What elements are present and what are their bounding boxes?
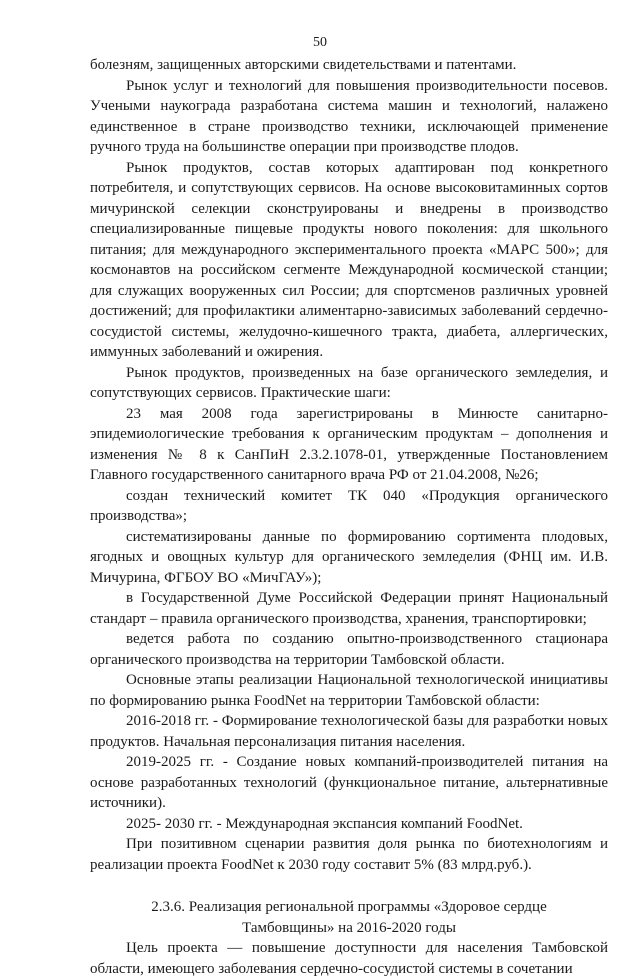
page-number: 50 — [313, 35, 327, 50]
list-item: ведется работа по созданию опытно-производственного стационара органического производства на территории Тамбовской области. — [90, 631, 608, 668]
list-item: систематизированы данные по формированию сортимента плодовых, ягодных и овощных культур для органического земледелия (ФНЦ им. И.В. Мичурина, ФГБОУ ВО «МичГАУ»); — [90, 528, 608, 586]
paragraph: Основные этапы реализации Национальной технологической инициативы по формированию рынка FoodNet на территории Тамбовской области: — [90, 672, 608, 709]
list-item: в Государственной Думе Российской Федерации принят Национальный стандарт – правила органического производства, хранения, транспортировки; — [90, 590, 608, 627]
paragraph: болезням, защищенных авторскими свидетельствами и патентами. — [90, 57, 517, 73]
paragraph: Рынок продуктов, состав которых адаптирован под конкретного потребителя, и сопутствующих сервисов. На основе высоковитаминных сортов мичуринской селекции сконструированы и внедрены в производство специализированные пищевые продукты нового поколения: для школьного питания; для международного экспериментального проекта «МАРС 500»; для космонавтов на российском сегменте Международной космической станции; для служащих вооруженных сил России; для спортсменов различных уровней достижений; для профилактики алиментарно-зависимых заболеваний сердечно-сосудистой системы, желудочно-кишечного тракта, диабета, аллергических, иммунных заболеваний и ожирения. — [90, 159, 608, 360]
stage-item: 2016-2018 гг. - Формирование технологической базы для разработки новых продуктов. Начальная персонализация питания населения. — [90, 713, 608, 750]
section-heading: 2.3.6. Реализация региональной программы «Здоровое сердце Тамбовщины» на 2016-2020 годы — [151, 899, 547, 936]
paragraph: Рынок услуг и технологий для повышения производительности посевов. Учеными наукограда разработана система машин и технологий, налажено единственное в стране производство техники, исключающей применение ручного труда на большинстве операции при производстве плодов. — [90, 77, 608, 155]
paragraph: Рынок продуктов, произведенных на базе органического земледелия, и сопутствующих сервисов. Практические шаги: — [90, 364, 608, 401]
stage-item: 2019-2025 гг. - Создание новых компаний-производителей питания на основе разработанных технологий (функциональное питание, альтернативные источники). — [90, 754, 608, 811]
paragraph: При позитивном сценарии развития доля рынка по биотехнологиям и реализации проекта FoodNet к 2030 году составит 5% (83 млрд.руб.). — [90, 836, 608, 873]
page-body — [90, 55, 608, 979]
paragraph: Цель проекта — повышение доступности для населения Тамбовской области, имеющего заболевания сердечно-сосудистой системы в сочетании — [90, 940, 608, 977]
list-item: 23 мая 2008 года зарегистрированы в Минюсте санитарно-эпидемиологические требования к органическим продуктам – дополнения и изменения № 8 к СанПиН 2.3.2.1078-01, утвержденные Постановлением Главного государственного санитарного врача РФ от 21.04.2008, №26; — [90, 405, 608, 483]
stage-item: 2025- 2030 гг. - Международная экспансия компаний FoodNet. — [126, 815, 523, 832]
list-item: создан технический комитет ТК 040 «Продукция органического производства»; — [90, 487, 608, 524]
